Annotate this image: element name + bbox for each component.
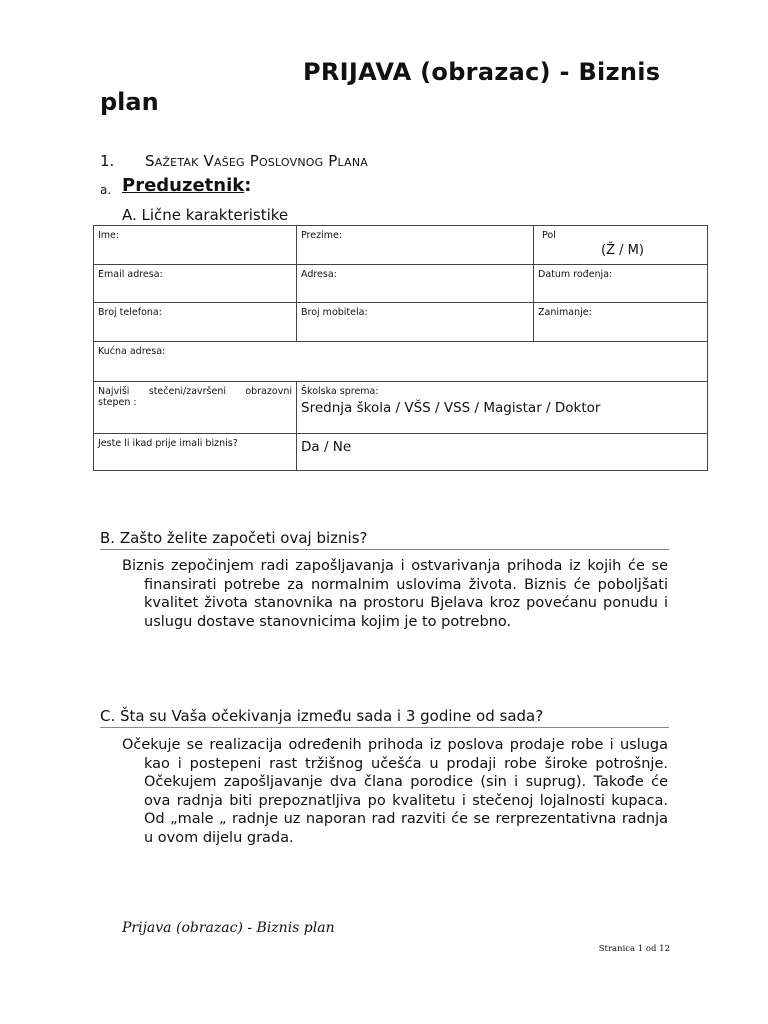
- table-row: [94, 265, 708, 303]
- section-number: 1.: [100, 152, 115, 170]
- personal-info-table: [93, 225, 708, 471]
- biznis-prije-options: Da / Ne: [301, 439, 352, 455]
- email-label: Email adresa:: [98, 269, 163, 280]
- question-c-title: C. Šta su Vaša očekivanja između sada i 3 godine od sada?: [100, 707, 669, 728]
- question-c-answer: Očekuje se realizacija određenih prihoda iz poslova prodaje robe i usluga kao i postepeni rast tržišnog učešća u prodaji robe široke potrošnje. Očekujem zapošljavanje dva člana porodice (sin i suprug). Takođe će ova radnja biti prepoznatljiva po kvalitetu i stečenoj lojalnosti kupaca. Od „male „ radnje uz naporan rad razviti će se rerprezentativna radnja u ovom dijelu grada.: [122, 737, 668, 846]
- broj-telefona-cell[interactable]: [94, 303, 297, 342]
- pol-value: (Ž / M): [601, 243, 644, 258]
- adresa-cell[interactable]: [297, 265, 534, 303]
- question-b-title: B. Zašto želite započeti ovaj biznis?: [100, 529, 669, 550]
- question-b-answer: Biznis zepočinjem radi zapošljavanja i ostvarivanja prihoda iz kojih će se finansirati potrebe za normalnim uslovima života. Biznis će poboljšati kvalitet života stanovnika na prostoru Bjelava kroz povećanu ponudu i uslugu dostave stanovnicima kojim je to potrebno.: [122, 558, 668, 630]
- broj-mobitela-cell[interactable]: [297, 303, 534, 342]
- table-title: A. Lične karakteristike: [122, 206, 289, 224]
- prezime-label: Prezime:: [301, 230, 343, 241]
- prezime-cell[interactable]: [297, 226, 534, 265]
- broj-mobitela-label: Broj mobitela:: [301, 307, 368, 318]
- zanimanje-cell[interactable]: [534, 303, 708, 342]
- subsection-title-text: Preduzetnik: [122, 175, 245, 196]
- table-row: [94, 342, 708, 382]
- broj-telefona-label: Broj telefona:: [98, 307, 162, 318]
- email-cell[interactable]: [94, 265, 297, 303]
- datum-rodjenja-cell[interactable]: [534, 265, 708, 303]
- subsection-title: [122, 175, 251, 196]
- subsection-title-colon: :: [244, 175, 252, 196]
- biznis-prije-answer-cell[interactable]: [297, 434, 708, 471]
- pol-label: Pol: [542, 230, 556, 241]
- table-row: [94, 303, 708, 342]
- subsection-letter: a.: [100, 183, 112, 197]
- footer-document-name: Prijava (obrazac) - Biznis plan: [122, 920, 335, 936]
- obrazovni-stepen-label: Najviši stečeni/završeni obrazovni stepen :: [98, 386, 292, 408]
- kucna-adresa-cell[interactable]: [94, 342, 708, 382]
- section-title: Sažetak Vašeg Poslovnog Plana: [145, 152, 369, 170]
- biznis-prije-cell: [94, 434, 297, 471]
- ime-cell[interactable]: [94, 226, 297, 265]
- skolska-sprema-cell[interactable]: [297, 382, 708, 434]
- adresa-label: Adresa:: [301, 269, 337, 280]
- table-row: [94, 226, 708, 265]
- kucna-adresa-label: Kućna adresa:: [98, 346, 166, 357]
- obrazovni-stepen-cell: [94, 382, 297, 434]
- skolska-sprema-options: Srednja škola / VŠS / VSS / Magistar / Doktor: [301, 400, 601, 416]
- document-title-line2: plan: [100, 88, 159, 116]
- document-title-line1: PRIJAVA (obrazac) - Biznis: [303, 58, 661, 86]
- biznis-prije-label: Jeste li ikad prije imali biznis?: [98, 438, 238, 449]
- table-row: [94, 434, 708, 471]
- skolska-sprema-label: Školska sprema:: [301, 386, 379, 397]
- table-row: [94, 382, 708, 434]
- ime-label: Ime:: [98, 230, 120, 241]
- datum-rodjenja-label: Datum rođenja:: [538, 269, 613, 280]
- zanimanje-label: Zanimanje:: [538, 307, 592, 318]
- footer-page-number: Stranica 1 od 12: [598, 944, 670, 954]
- pol-cell[interactable]: [534, 226, 708, 265]
